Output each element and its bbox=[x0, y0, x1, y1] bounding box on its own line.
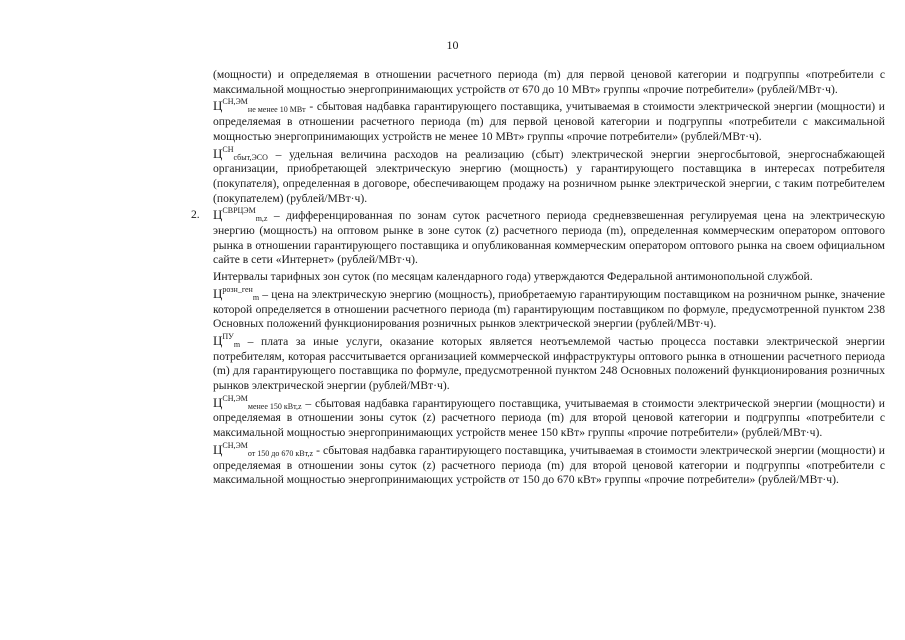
formula-symbol: $Ц^{СН,ЭМ}_{не менее 10 МВт}$ bbox=[213, 97, 306, 115]
paragraph-text: – дифференцированная по зонам суток расчетного периода средневзвешенная регулируемая цена на электрическую энергию (мощность) на оптовом рынке в зоне суток (z) расчетного периода (m), определенная коммерческим оператором оптового рынка в отношении гарантирующего поставщика и опубликованная коммерческим оператором оптового рынка на своем официальном сайте в сети «Интернет» (рублей/МВт·ч). bbox=[213, 209, 885, 267]
formula-symbol: $Ц^{СВРЦЭМ}_{m,z}$ bbox=[213, 206, 268, 224]
paragraph-text: (мощности) и определяемая в отношении расчетного периода (m) для первой ценовой категории и подгруппы «потребители с максимальной мощностью энергопринимающих устройств от 670 до 10 МВт» группы «прочие потребители» (рублей/МВт·ч). bbox=[213, 68, 885, 96]
paragraph-text: – сбытовая надбавка гарантирующего поставщика, учитываемая в стоимости электрической энергии (мощности) и определяемая в отношении зоны суток (z) расчетного периода (m) для второй ценовой категории и подгруппы «потребители с максимальной мощностью энергопринимающих устройств менее 150 кВт» группы «прочие потребители» (рублей/МВт·ч). bbox=[213, 396, 885, 440]
paragraph-text: - сбытовая надбавка гарантирующего поставщика, учитываемая в стоимости электрической энергии (мощности) и определяемая в отношении расчетного периода (m) для первой ценовой категории и подгруппы «потребители с максимальной мощностью энергопринимающих устройств не менее 10 МВт» группы «прочие потребители» (рублей/МВт·ч). bbox=[213, 100, 885, 143]
paragraph-text: – удельная величина расходов на реализацию (сбыт) электрической энергии энергосбытовой, энергоснабжающей организации, приобретающей электрическую энергию (мощность) у гарантирующего поставщика в интересах потребителя (покупателя), определенная в договоре, обеспечивающем продажу на розничном рынке электрической энергии, с таким потребителем (покупателем) (рублей/МВт·ч). bbox=[213, 147, 885, 205]
paragraph-4 bbox=[191, 206, 885, 268]
paragraph-6 bbox=[213, 284, 885, 332]
formula-symbol: $Ц^{розн\_ген}_m$ bbox=[213, 284, 260, 302]
formula-symbol: $Ц^{СН}_{сбыт,ЭСО}$ bbox=[213, 144, 268, 162]
paragraph-3 bbox=[213, 144, 885, 207]
paragraph-text: – цена на электрическую энергию (мощность), приобретаемую гарантирующим поставщиком на розничном рынке, значение которой определяется в отношении расчетного периода (m) гарантирующим поставщиком по формуле, предусмотренной пунктом 238 Основных положений функционирования розничных рынков электрической энергии (рублей/МВт·ч). bbox=[213, 287, 885, 331]
page-number: 10 bbox=[446, 38, 459, 52]
paragraph-7 bbox=[213, 331, 885, 394]
list-number: 2. bbox=[191, 208, 200, 222]
paragraph-9 bbox=[213, 440, 885, 488]
formula-symbol: $Ц^{СН,ЭМ}_{менее 150 кВт,z}$ bbox=[213, 393, 302, 411]
paragraph-8 bbox=[213, 393, 885, 441]
paragraph-text: Интервалы тарифных зон суток (по месяцам календарного года) утверждаются Федеральной антимонопольной службой. bbox=[213, 270, 813, 284]
paragraph-5 bbox=[213, 270, 885, 285]
paragraph-text: - сбытовая надбавка гарантирующего поставщика, учитываемая в стоимости электрической энергии (мощности) и определяемая в отношении зоны суток (z) расчетного периода (m) для второй ценовой категории и подгруппы «потребители с максимальной мощностью энергопринимающих устройств от 150 до 670 кВт» группы «прочие потребители» (рублей/МВт·ч). bbox=[213, 443, 885, 487]
formula-symbol: $Ц^{ПУ}_m$ bbox=[213, 331, 241, 349]
paragraph-2 bbox=[213, 99, 885, 144]
formula-symbol: $Ц^{СН,ЭМ}_{от 150 до 670 кВт,z}$ bbox=[213, 440, 314, 458]
paragraph-1 bbox=[213, 68, 885, 97]
paragraph-text: – плата за иные услуги, оказание которых является неотъемлемой частью процесса поставки электрической энергии потребителям, которая рассчитывается организацией коммерческой инфраструктуры оптового рынка в отношении расчетного периода (m) для гарантирующего поставщика по формуле, предусмотренной пунктом 248 Основных положений функционирования розничных рынков электрической энергии (рублей/МВт·ч). bbox=[213, 334, 885, 393]
document-body bbox=[191, 68, 885, 488]
